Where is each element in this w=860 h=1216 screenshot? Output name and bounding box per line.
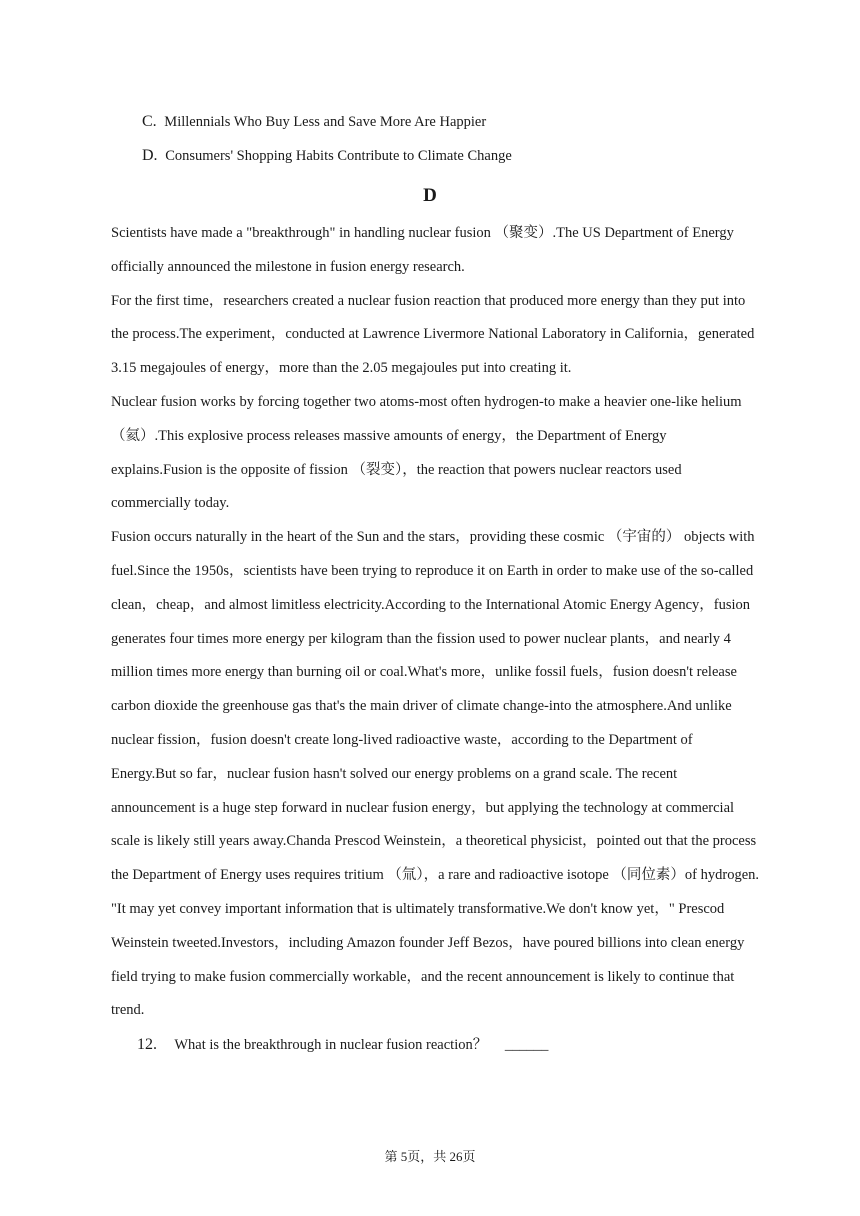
section-heading: D bbox=[423, 185, 437, 206]
question-text: What is the breakthrough in nuclear fusion reaction？ bbox=[174, 1037, 488, 1053]
answer-blank[interactable]: ______ bbox=[504, 1037, 549, 1053]
option-letter: C. bbox=[142, 113, 157, 130]
answer-option-d bbox=[142, 146, 512, 166]
option-text: Consumers' Shopping Habits Contribute to Climate Change bbox=[165, 148, 512, 164]
question-number: 12. bbox=[137, 1036, 157, 1053]
passage-paragraph: Fusion occurs naturally in the heart of the Sun and the stars，providing these cosmic （宇宙的） objects with fuel.Since the 1950s，scientists have been trying to reproduce it on Earth in order to make use of the so-called clean，cheap，and almost limitless electricity.According to the International Atomic Energy Agency，fusion generates four times more energy per kilogram than the fission used to power nuclear plants，and nearly 4 million times more energy than burning oil or coal.What's more，unlike fossil fuels，fusion doesn't release carbon dioxide the greenhouse gas that's the main driver of climate change-into the atmosphere.And unlike nuclear fission，fusion doesn't create long-lived radioactive waste，according to the Department of Energy.But so far，nuclear fusion hasn't solved our energy problems on a grand scale. The recent announcement is a huge step forward in nuclear fusion energy，but applying the technology at commercial scale is likely still years away.Chanda Prescod Weinstein，a theoretical physicist，pointed out that the process the Department of Energy uses requires tritium （氚），a rare and radioactive isotope （同位素）of hydrogen. "It may yet convey important information that is ultimately transformative.We don't know yet，" Prescod Weinstein tweeted.Investors，including Amazon founder Jeff Bezos，have poured billions into clean energy field trying to make fusion commercially workable，and the recent announcement is likely to continue that trend. bbox=[111, 529, 760, 1019]
passage-paragraph: Nuclear fusion works by forcing together two atoms-most often hydrogen-to make a heavier one-like helium （氦）.This explosive process releases massive amounts of energy，the Department of Energy explains.Fusion is the opposite of fission （裂变），the reaction that powers nuclear reactors used commercially today. bbox=[111, 393, 742, 512]
answer-option-c bbox=[142, 112, 486, 132]
option-text: Millennials Who Buy Less and Save More Are Happier bbox=[164, 114, 487, 130]
passage-paragraph: Scientists have made a "breakthrough" in handling nuclear fusion （聚变）.The US Department of Energy officially announced the milestone in fusion energy research. bbox=[111, 225, 734, 275]
page-footer: 第 5页，共 26页 bbox=[384, 1149, 476, 1164]
option-letter: D. bbox=[142, 147, 158, 164]
question-12 bbox=[137, 1034, 548, 1056]
passage-paragraph: For the first time，researchers created a nuclear fusion reaction that produced more energy than they put into the process.The experiment，conducted at Lawrence Livermore National Laboratory in California，generated 3.15 megajoules of energy，more than the 2.05 megajoules put into creating it. bbox=[111, 292, 755, 377]
reading-passage bbox=[111, 217, 761, 1028]
